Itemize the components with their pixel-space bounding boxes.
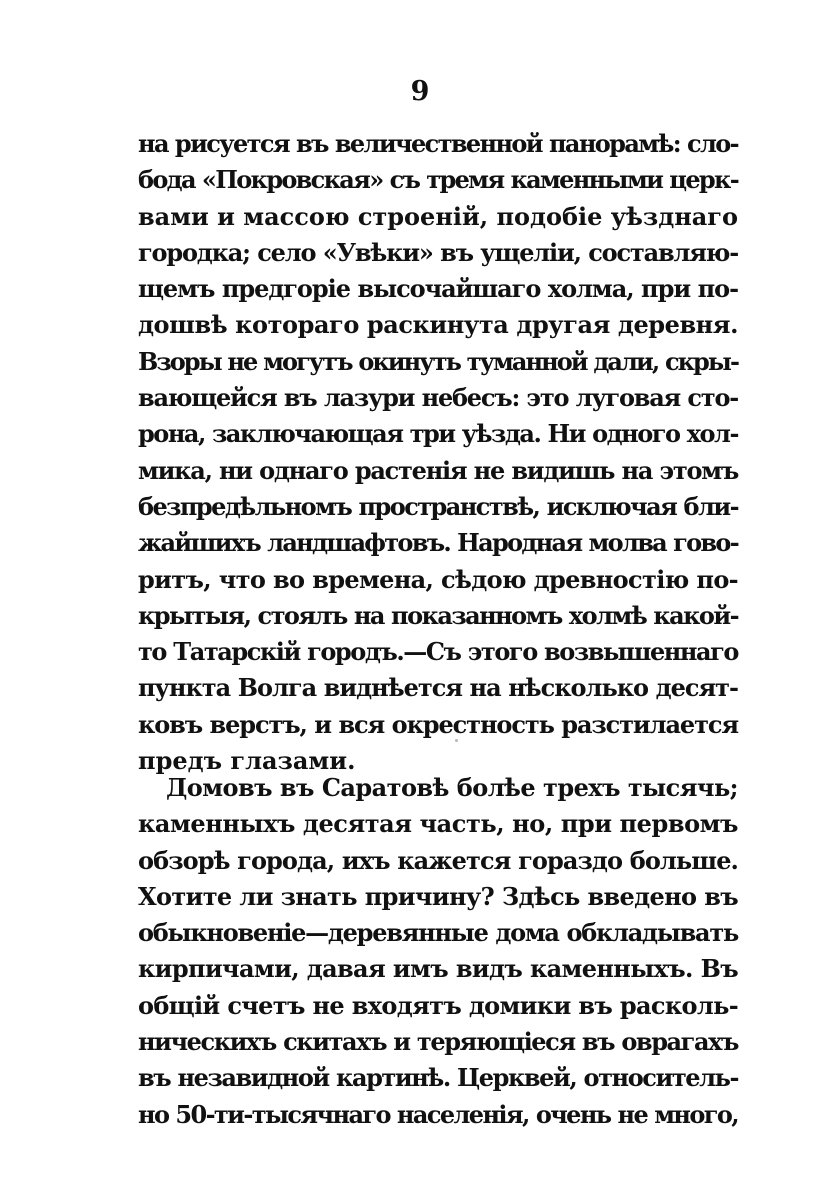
- text-line: дошвѣ котораго раскинута другая деревня.: [138, 310, 738, 340]
- page-number: 9: [410, 76, 430, 107]
- text-line: пункта Волга виднѣется на нѣсколько десят-: [138, 673, 738, 703]
- text-line: рона, заключающая три уѣзда. Ни одного хол-: [138, 419, 738, 449]
- text-line: вами и массою строеній, подобіе уѣзднаго: [138, 201, 738, 231]
- text-line: бода «Покровская» съ тремя каменными церк-: [138, 165, 738, 195]
- text-line: то Татарскій городъ.—Съ этого возвышеннаго: [138, 637, 738, 667]
- paragraph-1: [138, 126, 738, 779]
- text-line: ритъ, что во времена, сѣдою древностію по-: [138, 564, 738, 594]
- text-line: ническихъ скитахъ и теряющіеся въ оврагахъ: [138, 1027, 738, 1057]
- text-line: кирпичами, давая имъ видъ каменныхъ. Въ: [138, 954, 738, 984]
- text-line: общій счетъ не входятъ домики въ расколь-: [138, 990, 738, 1020]
- text-line: каменныхъ десятая часть, но, при первомъ: [138, 809, 738, 839]
- text-line: въ незавидной картинѣ. Церквей, относитель-: [138, 1063, 738, 1093]
- text-line: мика, ни однаго растенія не видишь на этомъ: [138, 455, 738, 485]
- divider-mark: [455, 739, 458, 742]
- text-line: вающейся въ лазури небесъ: это луговая сто-: [138, 383, 738, 413]
- text-line: ковъ верстъ, и вся окрестность разстилается: [138, 709, 738, 739]
- text-line: предъ глазами.: [138, 746, 356, 776]
- text-line: Хотите ли знать причину? Здѣсь введено въ: [138, 881, 738, 911]
- text-line: Взоры не могутъ окинуть туманной дали, скры-: [138, 346, 738, 376]
- text-line: но 50-ти-тысячнаго населенія, очень не много,: [138, 1099, 738, 1129]
- text-line: Домовъ въ Саратовѣ болѣе трехъ тысячь;: [166, 773, 738, 802]
- text-line: обзорѣ города, ихъ кажется гораздо больше.: [138, 845, 738, 875]
- text-line: на рисуется въ величественной панорамѣ: сло-: [138, 129, 738, 158]
- text-line: жайшихъ ландшафтовъ. Народная молва гово-: [138, 528, 738, 558]
- text-line: городка; село «Увѣки» въ ущеліи, составляю-: [138, 237, 738, 267]
- text-line: щемъ предгоріе высочайшаго холма, при по-: [138, 274, 738, 304]
- paragraph-2: [138, 770, 738, 1133]
- text-line: безпредѣльномъ пространствѣ, исключая бли-: [138, 491, 738, 521]
- text-line: крытыя, стоялъ на показанномъ холмѣ какой-: [138, 600, 738, 630]
- text-line: обыкновеніе—деревянные дома обкладывать: [138, 918, 738, 948]
